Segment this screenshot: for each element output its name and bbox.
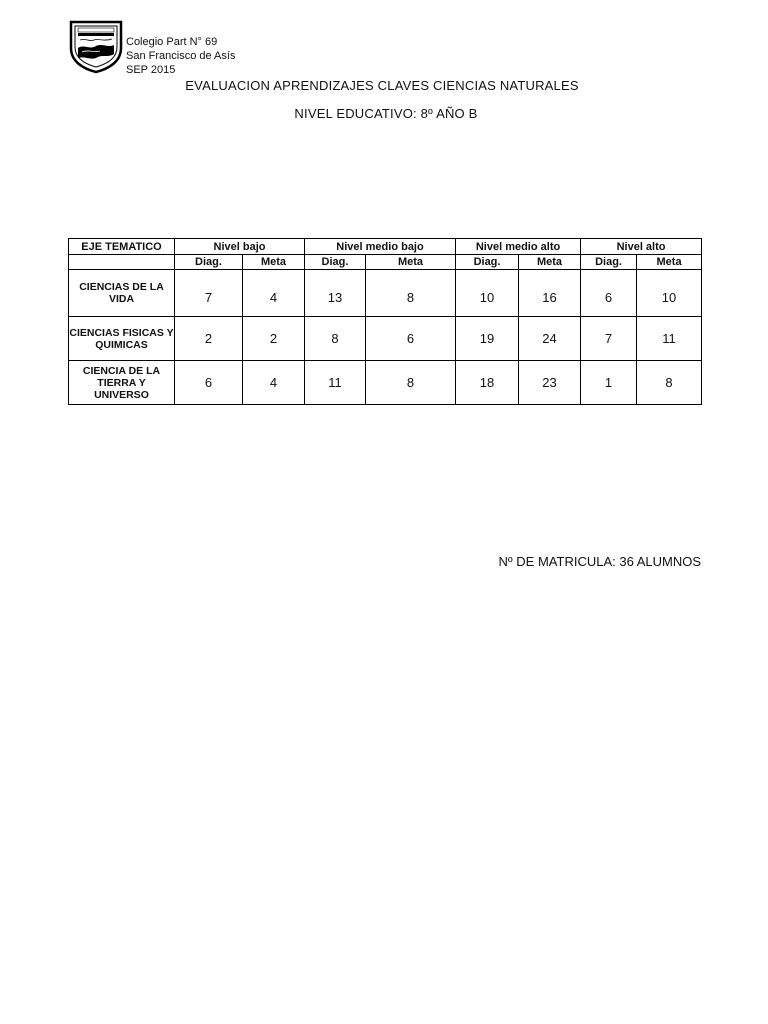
enrollment-count: Nº DE MATRICULA: 36 ALUMNOS <box>498 554 701 569</box>
table-cell: 1 <box>581 361 637 405</box>
table-cell: 16 <box>519 270 581 317</box>
table-cell: 7 <box>175 270 243 317</box>
table-cell: 18 <box>456 361 519 405</box>
table-cell: 6 <box>581 270 637 317</box>
subcolumn-header: Meta <box>366 255 456 270</box>
table-cell: 19 <box>456 317 519 361</box>
table-cell: 8 <box>366 270 456 317</box>
subcolumn-header: Meta <box>243 255 305 270</box>
subcolumn-header: Meta <box>637 255 702 270</box>
table-cell: 8 <box>637 361 702 405</box>
row-label: CIENCIAS DE LA VIDA <box>69 270 175 317</box>
row-label: CIENCIA DE LA TIERRA Y UNIVERSO <box>69 361 175 405</box>
subcolumn-header: Diag. <box>581 255 637 270</box>
table-cell: 6 <box>366 317 456 361</box>
level-header: Nivel medio bajo <box>305 239 456 255</box>
corner-header: EJE TEMATICO <box>69 239 175 255</box>
table-cell: 24 <box>519 317 581 361</box>
level-header: Nivel alto <box>581 239 702 255</box>
document-title: EVALUACION APRENDIZAJES CLAVES CIENCIAS NATURALES <box>185 78 579 93</box>
table-cell: 4 <box>243 270 305 317</box>
school-name: Colegio Part N° 69 <box>126 36 218 48</box>
table-cell: 11 <box>637 317 702 361</box>
table-cell: 8 <box>305 317 366 361</box>
table-cell: 13 <box>305 270 366 317</box>
table-cell: 6 <box>175 361 243 405</box>
table-header-row <box>69 239 702 255</box>
table-cell: 23 <box>519 361 581 405</box>
table-cell: 7 <box>581 317 637 361</box>
school-date: SEP 2015 <box>126 64 176 76</box>
subcolumn-header: Diag. <box>456 255 519 270</box>
table-cell: 2 <box>243 317 305 361</box>
table-row <box>69 361 702 405</box>
table-cell: 8 <box>366 361 456 405</box>
level-header: Nivel medio alto <box>456 239 581 255</box>
table-row <box>69 270 702 317</box>
results-table <box>68 238 702 405</box>
table-cell: 2 <box>175 317 243 361</box>
subcolumn-header: Meta <box>519 255 581 270</box>
table-row <box>69 317 702 361</box>
table-cell: 10 <box>456 270 519 317</box>
table-cell: 11 <box>305 361 366 405</box>
school-info <box>126 35 235 77</box>
table-subheader-row <box>69 255 702 270</box>
school-crest-logo <box>68 18 124 74</box>
table-cell: 10 <box>637 270 702 317</box>
table-cell: 4 <box>243 361 305 405</box>
empty-subheader <box>69 255 175 270</box>
level-header: Nivel bajo <box>175 239 305 255</box>
subcolumn-header: Diag. <box>305 255 366 270</box>
subcolumn-header: Diag. <box>175 255 243 270</box>
document-subtitle: NIVEL EDUCATIVO: 8º AÑO B <box>294 106 478 121</box>
row-label: CIENCIAS FISICAS Y QUIMICAS <box>69 317 175 361</box>
school-location: San Francisco de Asís <box>126 50 236 62</box>
